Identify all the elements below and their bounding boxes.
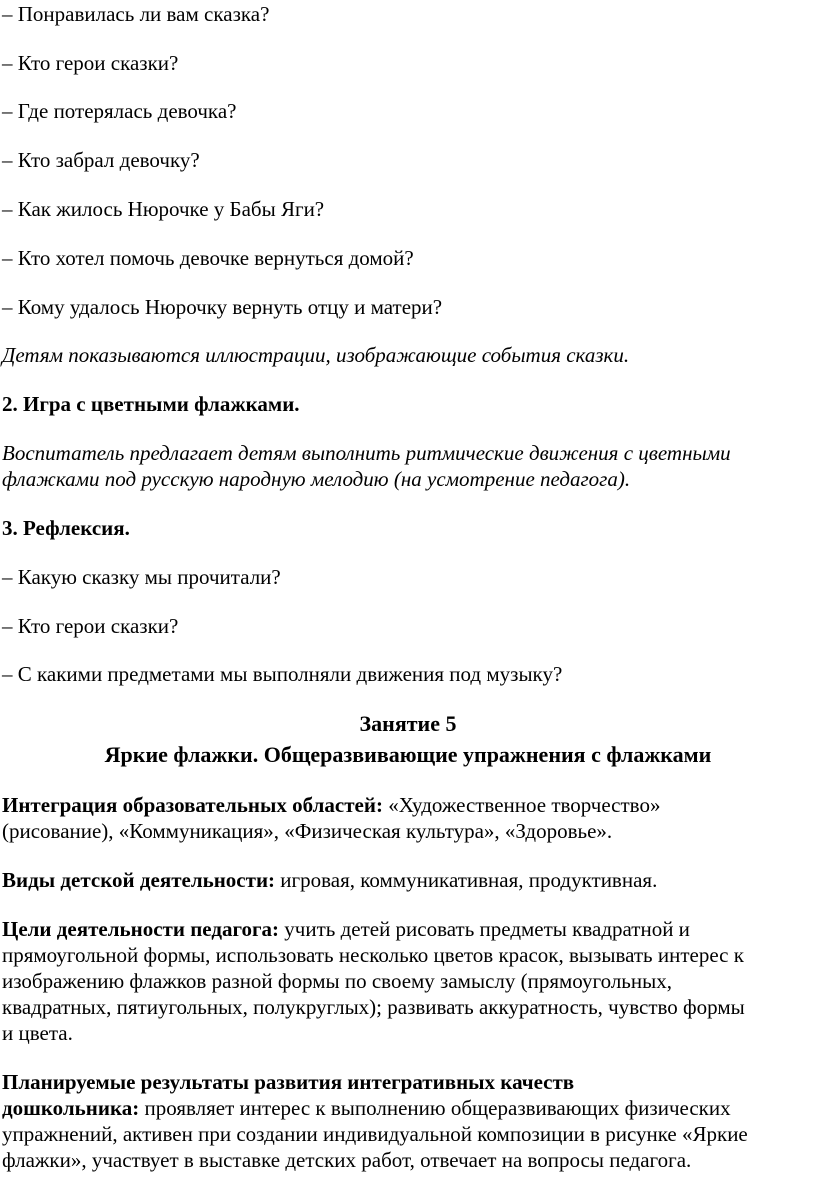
goals-line: квадратных, пятиугольных, полукруглых); развивать аккуратность, чувство формы	[2, 995, 745, 1019]
lesson-title: Яркие флажки. Общеразвивающие упражнения с флажками	[104, 742, 712, 767]
goals-label: Цели деятельности педагога:	[2, 917, 280, 941]
question-line: – Кто герои сказки?	[2, 51, 179, 75]
integration-label: Интеграция образовательных областей:	[2, 793, 383, 817]
results-line: упражнений, активен при создании индивидуальной композиции в рисунке «Яркие	[2, 1122, 748, 1146]
results-line-1	[2, 1096, 731, 1120]
section-2-text-line-1: Воспитатель предлагает детям выполнить ритмические движения с цветными	[2, 441, 731, 465]
question-line: – Как жилось Нюрочке у Бабы Яги?	[2, 197, 325, 221]
activities-text: игровая, коммуникативная, продуктивная.	[275, 868, 658, 892]
question-line: – Кто хотел помочь девочке вернуться домой?	[2, 246, 414, 270]
question-line: – Кто забрал девочку?	[2, 148, 200, 172]
section-2-text-line-2: флажками под русскую народную мелодию (на усмотрение педагога).	[2, 467, 631, 491]
section-3-heading: 3. Рефлексия.	[2, 516, 130, 540]
reflection-question: – С какими предметами мы выполняли движения под музыку?	[2, 662, 563, 686]
results-text: проявляет интерес к выполнению общеразвивающих физических	[139, 1096, 731, 1120]
reflection-question: – Кто герои сказки?	[2, 614, 179, 638]
section-2-heading: 2. Игра с цветными флажками.	[2, 392, 300, 416]
illustrations-note: Детям показываются иллюстрации, изображающие события сказки.	[2, 343, 630, 367]
integration-text: «Художественное творчество»	[382, 793, 661, 817]
question-line: – Кому удалось Нюрочку вернуть отцу и матери?	[2, 295, 443, 319]
results-label-line-2: дошкольника:	[2, 1096, 140, 1120]
question-line: – Где потерялась девочка?	[2, 99, 237, 123]
integration-line-1	[2, 793, 660, 817]
results-line: флажки», участвует в выставке детских работ, отвечает на вопросы педагога.	[2, 1148, 692, 1172]
results-label-line-1: Планируемые результаты развития интегративных качеств	[2, 1070, 575, 1094]
activities-label: Виды детской деятельности:	[2, 868, 276, 892]
goals-line: прямоугольной формы, использовать несколько цветов красок, вызывать интерес к	[2, 943, 744, 967]
question-line: – Понравилась ли вам сказка?	[2, 2, 270, 26]
integration-line-2: (рисование), «Коммуникация», «Физическая культура», «Здоровье».	[2, 819, 613, 843]
lesson-number: Занятие 5	[359, 711, 457, 736]
goals-line: и цвета.	[2, 1021, 73, 1045]
activities-line	[2, 868, 657, 892]
reflection-question: – Какую сказку мы прочитали?	[2, 565, 281, 589]
goals-line: изображению флажков разной формы по своему замыслу (прямоугольных,	[2, 969, 672, 993]
goals-text: учить детей рисовать предметы квадратной и	[279, 917, 690, 941]
goals-line-1	[2, 917, 690, 941]
